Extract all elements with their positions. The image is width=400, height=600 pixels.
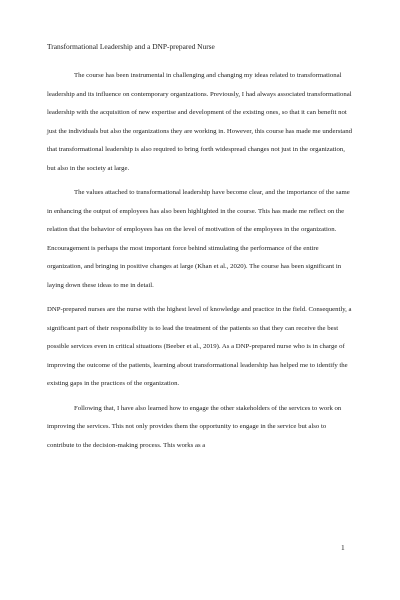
document-title: Transformational Leadership and a DNP-prepared Nurse <box>47 42 215 51</box>
paragraph-dnp-nurses: DNP-prepared nurses are the nurse with the highest level of knowledge and practice in the field. Consequently, a significant part of their responsibility is to lead the treatment of the patients so that they can receive the best possible services even in critical situations (Beeber et al., 2019). As a DNP-prepared nurse who is in charge of improving the outcome of the patients, learning about transformational leadership has helped me to identify the existing gaps in the practices of the organization. <box>47 306 352 387</box>
paragraph-values: The values attached to transformational leadership have become clear, and the importance of the same in enhancing the output of employees has also been highlighted in the course. This has made me reflect on the relation that the behavior of employees has on the level of motivation of the employees in the organization. Encouragement is perhaps the most important force behind stimulating the performance of the entire organization, and bringing in positive changes at large (Khan et al., 2020). The course has been significant in laying down these ideas to me in detail. <box>47 189 350 289</box>
page-number: 1 <box>341 543 345 552</box>
paragraph-course-influence: The course has been instrumental in challenging and changing my ideas related to transformational leadership and its influence on contemporary organizations. Previously, I had always associated transformational leadership with the acquisition of new expertise and development of the existing ones, so that it can benefit not just the individuals but also the organizations they are working in. However, this course has made me understand that transformational leadership is also required to bring forth widespread changes not just in the organization, but also in the society at large. <box>47 72 352 172</box>
document-body <box>47 67 355 461</box>
paragraph-stakeholders: Following that, I have also learned how to engage the other stakeholders of the services to work on improving the services. This not only provides them the opportunity to engage in the service but also to contribute to the decision-making process. This works as a <box>47 404 342 449</box>
